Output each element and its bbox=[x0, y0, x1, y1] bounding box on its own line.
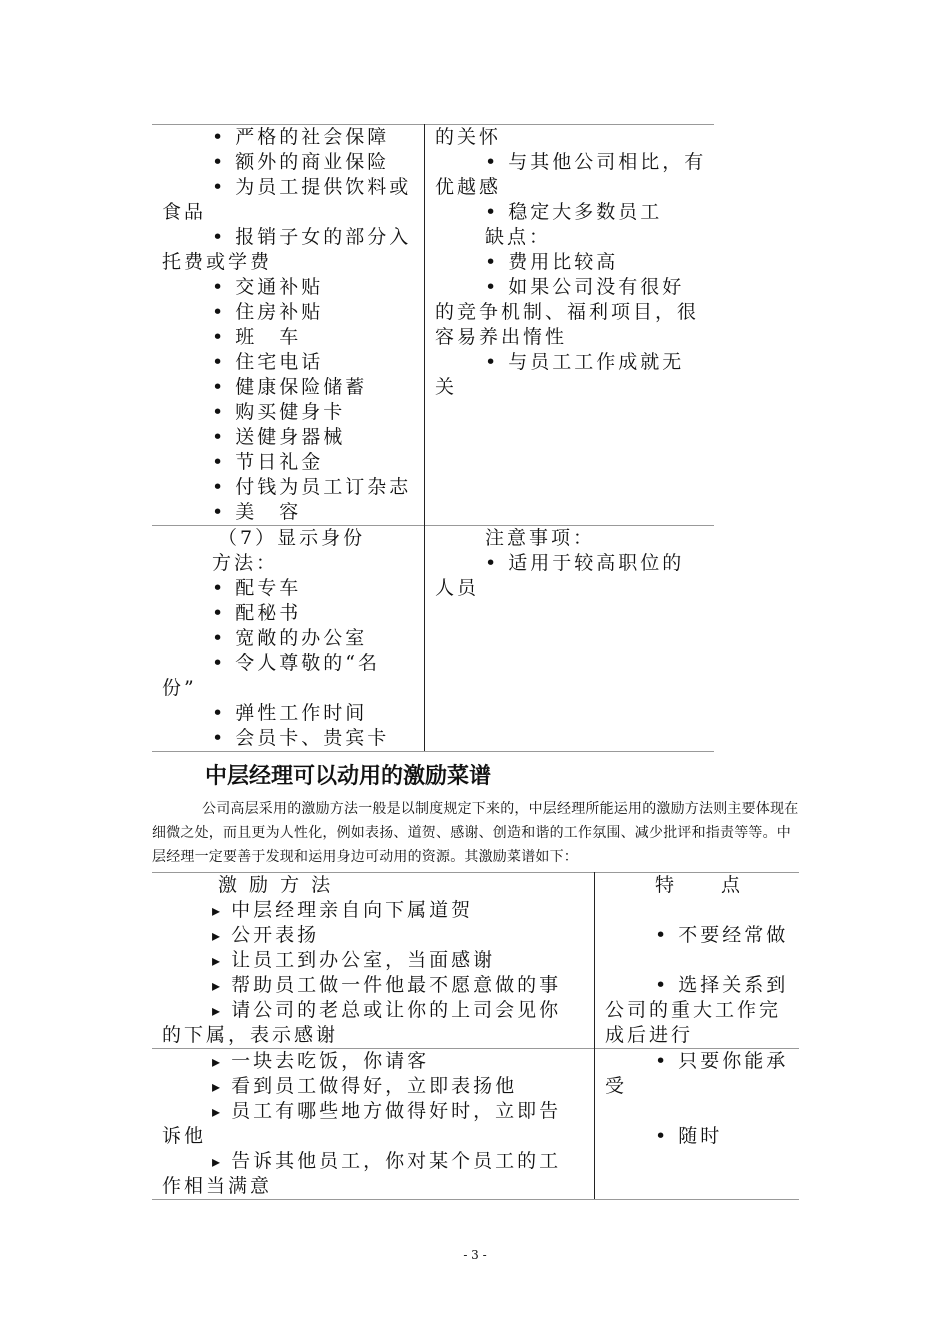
incentive-menu-table bbox=[152, 872, 799, 1200]
list-item: ▸ 公开表扬 bbox=[162, 923, 594, 948]
method-label: 方法： bbox=[212, 552, 279, 574]
list-item: ▸ 帮助员工做一件他最不愿意做的事 bbox=[162, 973, 594, 998]
spacer bbox=[605, 948, 799, 973]
list-item: ▸ 一块去吃饭，你请客 bbox=[162, 1049, 594, 1074]
list-item: • 随时 bbox=[605, 1124, 799, 1149]
notes-label: 注意事项： bbox=[485, 527, 596, 549]
list-item: ▸ 中层经理亲自向下属道贺 bbox=[162, 898, 594, 923]
header-cell bbox=[595, 873, 800, 899]
list-item: • 稳定大多数员工 bbox=[435, 200, 714, 225]
list-item: • 报销子女的部分入 bbox=[162, 225, 424, 250]
list-item: • 健康保险储蓄 bbox=[162, 375, 424, 400]
page-number: - 3 - bbox=[463, 1248, 487, 1262]
list-item: • 送健身器械 bbox=[162, 425, 424, 450]
list-item: • 适用于较高职位的 bbox=[435, 551, 714, 576]
incentive-methods-cell bbox=[152, 1049, 595, 1200]
list-item: ▸ 看到员工做得好，立即表扬他 bbox=[162, 1074, 594, 1099]
text-line: 的关怀 bbox=[435, 126, 502, 148]
list-item: • 会员卡、贵宾卡 bbox=[162, 726, 424, 751]
list-item: ▸ 请公司的老总或让你的上司会见你 bbox=[162, 998, 594, 1023]
list-item-continued: 的下属，表示感谢 bbox=[162, 1024, 339, 1046]
list-item: • 宽敞的办公室 bbox=[162, 626, 424, 651]
section-heading: （7）显示身份 bbox=[218, 527, 366, 549]
list-item: ▸ 告诉其他员工，你对某个员工的工 bbox=[162, 1149, 594, 1174]
table-row bbox=[152, 125, 714, 526]
list-item: • 住房补贴 bbox=[162, 300, 424, 325]
list-item: • 住宅电话 bbox=[162, 350, 424, 375]
list-item: ▸ 员工有哪些地方做得好时，立即告 bbox=[162, 1099, 594, 1124]
list-item-continued: 作相当满意 bbox=[162, 1175, 273, 1197]
spacer bbox=[605, 898, 799, 923]
list-item: • 与其他公司相比，有 bbox=[435, 150, 714, 175]
list-item-continued: 食品 bbox=[162, 201, 207, 223]
cons-label: 缺点： bbox=[485, 226, 552, 248]
section-title: 中层经理可以动用的激励菜谱 bbox=[205, 764, 492, 789]
list-item: • 严格的社会保障 bbox=[162, 125, 424, 150]
list-item-continued: 容易养出惰性 bbox=[435, 326, 568, 348]
list-item: • 配秘书 bbox=[162, 601, 424, 626]
list-item: • 购买健身卡 bbox=[162, 400, 424, 425]
intro-paragraph: 公司高层采用的激励方法一般是以制度规定下来的，中层经理所能运用的激励方法则主要体现在细微之处，而且更为人性化，例如表扬、道贺、感谢、创造和谐的工作氛围、减少批评和指责等等。中层经理一定要善于发现和运用身边可动用的资源。其激励菜谱如下： bbox=[152, 801, 799, 865]
list-item: • 只要你能承 bbox=[605, 1049, 799, 1074]
list-item: • 与员工工作成就无 bbox=[435, 350, 714, 375]
column-header-features: 特 点 bbox=[655, 874, 744, 896]
list-item-continued: 托费或学费 bbox=[162, 251, 273, 273]
table-header-row bbox=[152, 873, 799, 899]
list-item-continued: 公司的重大工作完 bbox=[605, 999, 782, 1021]
list-item: ▸ 让员工到办公室，当面感谢 bbox=[162, 948, 594, 973]
spacer bbox=[605, 1099, 799, 1124]
list-item-continued: 的竞争机制、福利项目，很 bbox=[435, 301, 700, 323]
list-item-continued: 成后进行 bbox=[605, 1024, 694, 1046]
list-item: • 弹性工作时间 bbox=[162, 701, 424, 726]
list-item: • 额外的商业保险 bbox=[162, 150, 424, 175]
benefits-pros-cons-cell bbox=[425, 125, 715, 526]
list-item: • 交通补贴 bbox=[162, 275, 424, 300]
column-header-methods: 激 励 方 法 bbox=[218, 874, 334, 896]
status-notes-cell bbox=[425, 526, 715, 752]
list-item: • 为员工提供饮料或 bbox=[162, 175, 424, 200]
list-item: • 美 容 bbox=[162, 500, 424, 525]
list-item: • 费用比较高 bbox=[435, 250, 714, 275]
table-row bbox=[152, 526, 714, 752]
benefits-table bbox=[152, 124, 714, 752]
incentive-features-cell bbox=[595, 898, 800, 1049]
list-item: • 选择关系到 bbox=[605, 973, 799, 998]
list-item-continued: 优越感 bbox=[435, 176, 502, 198]
header-cell bbox=[152, 873, 595, 899]
list-item: • 令人尊敬的“名 bbox=[162, 651, 424, 676]
list-item: • 班 车 bbox=[162, 325, 424, 350]
list-item: • 不要经常做 bbox=[605, 923, 799, 948]
list-item: • 如果公司没有很好 bbox=[435, 275, 714, 300]
list-item-continued: 受 bbox=[605, 1075, 628, 1097]
list-item-continued: 诉他 bbox=[162, 1125, 207, 1147]
list-item-continued: 关 bbox=[435, 376, 458, 398]
incentive-methods-cell bbox=[152, 898, 595, 1049]
table-row bbox=[152, 898, 799, 1049]
list-item: • 配专车 bbox=[162, 576, 424, 601]
incentive-features-cell bbox=[595, 1049, 800, 1200]
status-methods-cell bbox=[152, 526, 425, 752]
benefits-methods-cell bbox=[152, 125, 425, 526]
table-row bbox=[152, 1049, 799, 1200]
list-item-continued: 人员 bbox=[435, 577, 480, 599]
list-item: • 节日礼金 bbox=[162, 450, 424, 475]
list-item-continued: 份” bbox=[162, 677, 197, 699]
list-item: • 付钱为员工订杂志 bbox=[162, 475, 424, 500]
